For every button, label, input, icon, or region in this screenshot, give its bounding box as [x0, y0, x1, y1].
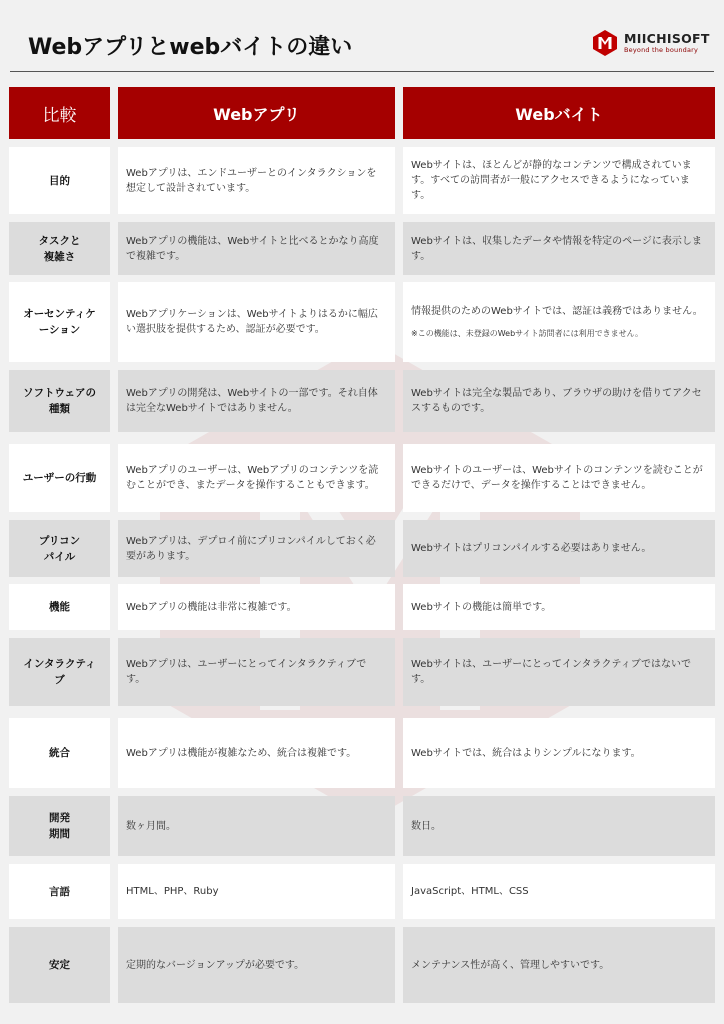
webapp-text: Webアプリは、ユーザーにとってインタラクティブです。: [126, 659, 367, 685]
webapp-text: Webアプリの機能は非常に複雑です。: [126, 601, 297, 613]
website-text-wrap: [411, 463, 705, 493]
website-text: Webサイトは、収集したデータや情報を特定のページに表示します。: [411, 235, 702, 262]
row-label: プリコン パイル: [38, 534, 81, 563]
webapp-cell: [118, 444, 395, 512]
webapp-cell: [118, 638, 395, 706]
header-website: Webバイト: [403, 87, 715, 139]
row-label-cell: [9, 520, 110, 577]
webapp-cell: [118, 927, 395, 1003]
website-text: Webサイトは、ユーザーにとってインタラクティブではないです。: [411, 659, 692, 685]
logo-tagline: Beyond the boundary: [624, 46, 699, 54]
logo-name: MIICHISOFT: [624, 30, 710, 46]
website-text-wrap: [411, 386, 705, 416]
table-row: [9, 444, 715, 512]
row-label: インタラクティ ブ: [23, 658, 96, 686]
row-label: ソフトウェアの 種類: [22, 387, 97, 415]
website-text-wrap: [411, 304, 703, 341]
website-text-wrap: [411, 884, 529, 899]
row-label: 統合: [49, 747, 70, 759]
table-row: [9, 584, 715, 630]
webapp-text: Webアプリケーションは、Webサイトよりはるかに幅広い選択肢を提供するため、認証が必要です。: [126, 309, 378, 335]
row-label-cell: [9, 638, 110, 706]
website-text: Webサイトは、ほとんどが静的なコンテンツで構成されています。すべての訪問者が一般にアクセスできるようになっています。: [411, 160, 692, 201]
table-row: [9, 520, 715, 577]
website-text: メンテナンス性が高く、管理しやすいです。: [411, 959, 610, 971]
row-label: 言語: [49, 885, 70, 898]
table-row: [9, 638, 715, 706]
row-label-cell: [9, 222, 110, 275]
row-label-cell: [9, 718, 110, 788]
webapp-cell: [118, 796, 395, 856]
webapp-text: 数ヶ月間。: [126, 820, 176, 832]
webapp-text: Webアプリは、デプロイ前にプリコンパイルしておく必要があります。: [126, 535, 376, 562]
header-webapp: Webアプリ: [118, 87, 395, 139]
webapp-cell: [118, 147, 395, 214]
website-text-wrap: [411, 958, 609, 973]
webapp-text: 定期的なバージョンアップが必要です。: [126, 959, 305, 971]
webapp-cell: [118, 864, 395, 919]
webapp-text: Webアプリのユーザーは、Webアプリのコンテンツを読むことができ、またデータを操作することもできます。: [126, 465, 379, 491]
table-row: [9, 282, 715, 362]
table-row: [9, 927, 715, 1003]
website-cell: [403, 282, 715, 362]
website-text: Webサイトはプリコンパイルする必要はありません。: [411, 543, 652, 554]
webapp-text: Webアプリは機能が複雑なため、統合は複雑です。: [126, 747, 357, 759]
webapp-text: HTML、PHP、Ruby: [126, 886, 219, 897]
website-text-wrap: [411, 746, 641, 761]
webapp-cell: [118, 718, 395, 788]
website-cell: [403, 718, 715, 788]
page-title: Webアプリとwebバイトの違い: [28, 35, 353, 60]
webapp-cell: [118, 222, 395, 275]
row-label: 機能: [49, 601, 70, 613]
brand-logo[interactable]: [591, 28, 710, 58]
row-label-cell: [9, 282, 110, 362]
website-text-wrap: [411, 541, 651, 556]
table-row: [9, 147, 715, 214]
row-label: ユーザーの行動: [22, 472, 97, 484]
webapp-cell: [118, 584, 395, 630]
webapp-cell: [118, 520, 395, 577]
website-text: Webサイトの機能は簡単です。: [411, 601, 552, 613]
website-cell: [403, 147, 715, 214]
website-cell: [403, 796, 715, 856]
table-row: [9, 370, 715, 432]
row-label-cell: [9, 584, 110, 630]
website-cell: [403, 638, 715, 706]
website-cell: [403, 370, 715, 432]
miichisoft-logo-icon: [591, 29, 619, 57]
website-text: Webサイトは完全な製品であり、ブラウザの助けを借りてアクセスするものです。: [411, 388, 702, 414]
table-row: [9, 796, 715, 856]
row-label-cell: [9, 370, 110, 432]
row-label: タスクと 複雑さ: [38, 234, 81, 263]
website-text-wrap: [411, 657, 705, 687]
row-label-cell: [9, 147, 110, 214]
row-label: 目的: [49, 174, 70, 187]
table-row: [9, 718, 715, 788]
website-text-wrap: [411, 158, 705, 203]
website-cell: [403, 864, 715, 919]
webapp-text: Webアプリは、エンドユーザーとのインタラクションを想定して設計されています。: [126, 167, 377, 194]
website-text: Webサイトのユーザーは、Webサイトのコンテンツを読むことができるだけで、データを操作することはできません。: [411, 465, 703, 491]
website-text: Webサイトでは、統合はよりシンプルになります。: [411, 747, 641, 759]
website-text-wrap: [411, 234, 705, 264]
table-row: [9, 864, 715, 919]
website-note: ※この機能は、未登録のWebサイト訪問者には利用できません。: [411, 328, 644, 338]
webapp-cell: [118, 370, 395, 432]
header-divider: [10, 71, 714, 72]
website-cell: [403, 520, 715, 577]
website-cell: [403, 222, 715, 275]
website-cell: [403, 584, 715, 630]
row-label: オーセンティケ ーション: [23, 308, 96, 336]
website-text: JavaScript、HTML、CSS: [411, 886, 529, 897]
website-text: 情報提供のためのWebサイトでは、認証は義務ではありません。: [411, 305, 703, 317]
website-text: 数日。: [411, 820, 441, 832]
website-text-wrap: [411, 819, 441, 834]
table-row: [9, 222, 715, 275]
row-label: 安定: [49, 959, 70, 971]
header-compare: 比較: [9, 87, 110, 139]
webapp-cell: [118, 282, 395, 362]
row-label: 開発 期間: [49, 812, 70, 840]
row-label-cell: [9, 864, 110, 919]
table-header-row: [9, 87, 715, 139]
website-cell: [403, 927, 715, 1003]
row-label-cell: [9, 444, 110, 512]
webapp-text: Webアプリの機能は、Webサイトと比べるとかなり高度で複雑です。: [126, 235, 379, 262]
website-text-wrap: [411, 600, 551, 615]
page-header: [0, 0, 724, 72]
row-label-cell: [9, 796, 110, 856]
website-cell: [403, 444, 715, 512]
row-label-cell: [9, 927, 110, 1003]
webapp-text: Webアプリの開発は、Webサイトの一部です。それ自体は完全なWebサイトではありません。: [126, 388, 378, 414]
